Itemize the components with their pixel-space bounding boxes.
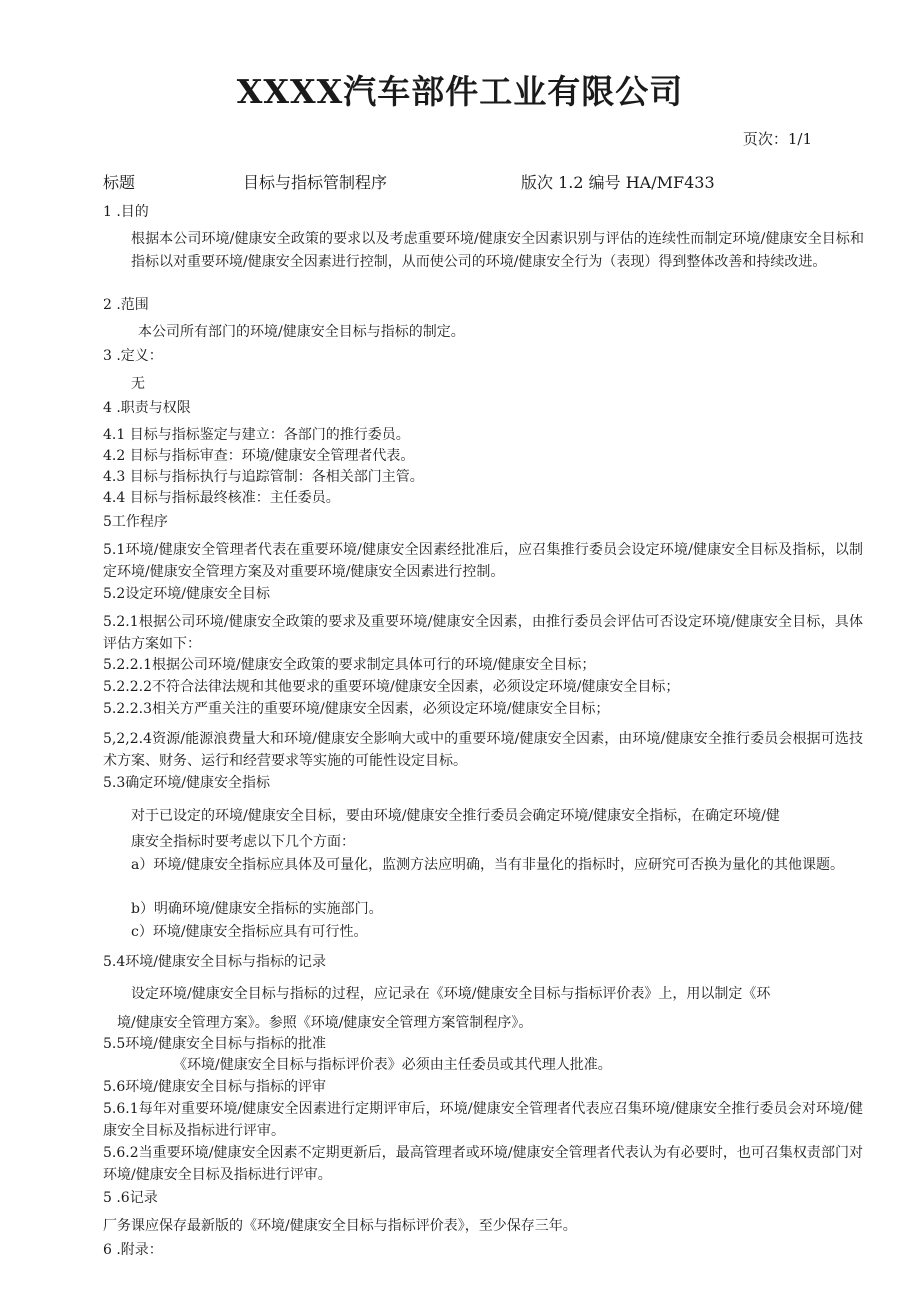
section-5-1: 5.1环境/健康安全管理者代表在重要环境/健康安全因素经批准后，应召集推行委员会设定环境/健康安全目标及指标，以制定环境/健康安全管理方案及对重要环境/健康安全因素进行控制。 (103, 542, 863, 580)
section-2-body: 本公司所有部门的环境/健康安全目标与指标的制定。 (138, 324, 465, 340)
section-5-2-2-3: 5.2.2.3相关方严重关注的重要环境/健康安全因素，必须设定环境/健康安全目标； (103, 701, 610, 717)
section-5-5-heading: 5.5环境/健康安全目标与指标的批准 (103, 1036, 326, 1052)
section-5-2-1: 5.2.1根据公司环境/健康安全政策的要求及重要环境/健康安全因素，由推行委员会评估可否设定环境/健康安全目标，具体评估方案如下： (103, 614, 863, 652)
section-5-2-2-4: 5,2,2.4资源/能源浪费量大和环境/健康安全影响大或中的重要环境/健康安全因素，由环境/健康安全推行委员会根据可选技术方案、财务、运行和经营要求等实施的可能性设定目标。 (103, 731, 863, 769)
section-1-heading: 1 .目的 (103, 204, 149, 220)
section-3-body: 无 (131, 376, 145, 392)
section-5-4-body-a: 设定环境/健康安全目标与指标的过程，应记录在《环境/健康安全目标与指标评价表》上，用以制定《环 (131, 986, 771, 1002)
section-5-5-body: 《环境/健康安全目标与指标评价表》必须由主任委员或其代理人批准。 (173, 1057, 612, 1073)
section-5-6-heading: 5.6环境/健康安全目标与指标的评审 (103, 1079, 326, 1095)
section-5-4-heading: 5.4环境/健康安全目标与指标的记录 (103, 954, 326, 970)
header-label: 标题 (103, 173, 136, 192)
version-code: 版次 1.2 编号 HA/MF433 (521, 173, 715, 192)
section-5-3-body-b: 康安全指标时要考虑以下几个方面： (131, 834, 355, 850)
section-4-4: 4.4 目标与指标最终核准：主任委员。 (103, 490, 340, 506)
section-5-3-heading: 5.3确定环境/健康安全指标 (103, 775, 270, 791)
section-5-3-a: a）环境/健康安全指标应具体及可量化，监测方法应明确，当有非量化的指标时，应研究可否换为量化的其他课题。 (131, 857, 845, 873)
document-title: 目标与指标管制程序 (243, 173, 388, 192)
section-5-2-2-2: 5.2.2.2不符合法律法规和其他要求的重要环境/健康安全因素，必须设定环境/健康安全目标； (103, 679, 680, 695)
section-5-7-body: 厂务课应保存最新版的《环境/健康安全目标与指标评价表》，至少保存三年。 (103, 1218, 577, 1234)
section-4-heading: 4 .职责与权限 (103, 400, 191, 416)
section-5-2-heading: 5.2设定环境/健康安全目标 (103, 586, 270, 602)
section-5-2-2-1: 5.2.2.1根据公司环境/健康安全政策的要求制定具体可行的环境/健康安全目标； (103, 657, 596, 673)
section-4-2: 4.2 目标与指标审查：环境/健康安全管理者代表。 (103, 448, 415, 464)
page-number: 页次：1/1 (742, 130, 812, 148)
section-5-3-body-a: 对于已设定的环境/健康安全目标，要由环境/健康安全推行委员会确定环境/健康安全指标，在确定环境/健 (131, 808, 780, 824)
section-5-3-b: b）明确环境/健康安全指标的实施部门。 (131, 901, 383, 917)
section-5-6-2: 5.6.2当重要环境/健康安全因素不定期更新后，最高管理者或环境/健康安全管理者代表认为有必要时，也可召集权责部门对环境/健康安全目标及指标进行评审。 (103, 1145, 863, 1183)
section-5-6-1: 5.6.1每年对重要环境/健康安全因素进行定期评审后，环境/健康安全管理者代表应召集环境/健康安全推行委员会对环境/健康安全目标及指标进行评审。 (103, 1101, 863, 1139)
section-2-heading: 2 .范围 (103, 297, 149, 313)
section-5-7-heading: 5 .6记录 (103, 1190, 158, 1206)
section-5-4-body-b: 境/健康安全管理方案》。参照《环境/健康安全管理方案管制程序》。 (117, 1015, 533, 1031)
section-1-body: 根据本公司环境/健康安全政策的要求以及考虑重要环境/健康安全因素识别与评估的连续性而制定环境/健康安全目标和指标以对重要环境/健康安全因素进行控制，从而使公司的环境/健康安全行为（表现）得到整体改善和持续改进。 (131, 231, 864, 270)
section-4-1: 4.1 目标与指标鉴定与建立：各部门的推行委员。 (103, 427, 410, 443)
section-5-3-c: c）环境/健康安全指标应具有可行性。 (131, 924, 368, 940)
section-6-heading: 6 .附录： (103, 1242, 163, 1258)
section-4-3: 4.3 目标与指标执行与追踪管制：各相关部门主管。 (103, 469, 424, 485)
section-5-heading: 5工作程序 (103, 514, 168, 530)
section-3-heading: 3 .定义： (103, 348, 163, 364)
company-title: XXXX汽车部件工业有限公司 (236, 72, 684, 111)
